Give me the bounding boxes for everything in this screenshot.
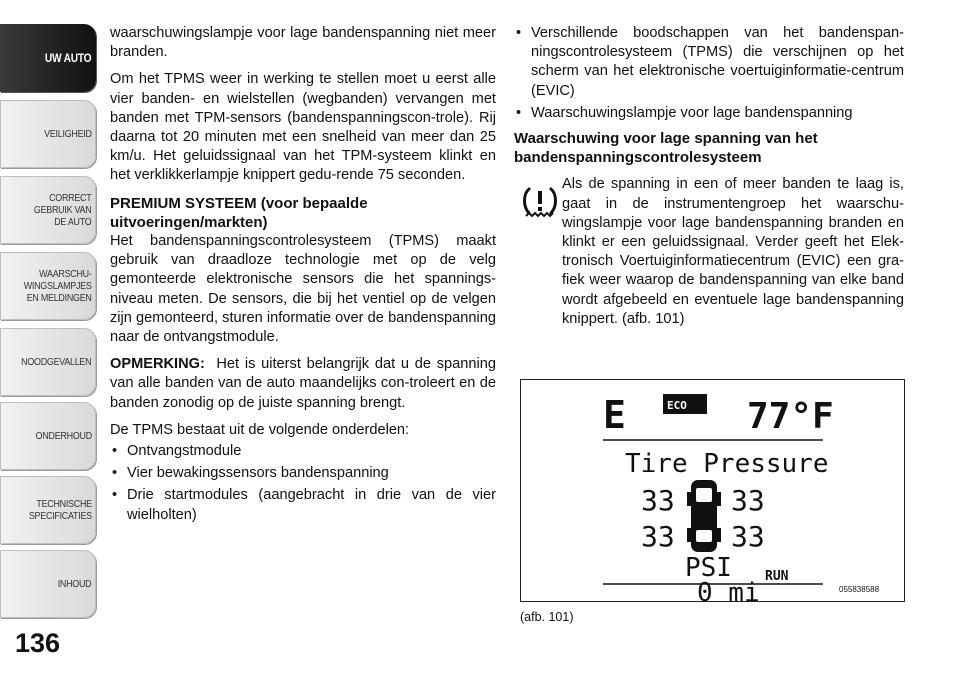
list-item: • Vier bewakingssensors bandenspanning xyxy=(110,464,496,483)
figure-code: 055838588 xyxy=(839,585,880,594)
tab-label: CORRECT GEBRUIK VAN DE AUTO xyxy=(34,192,92,228)
component-list xyxy=(110,442,496,525)
list-item: • Drie startmodules (aangebracht in drie van de vier wielholten) xyxy=(110,486,496,524)
list-item: • Ontvangstmodule xyxy=(110,442,496,461)
tab-label: ONDERHOUD xyxy=(35,430,92,442)
page-number: 136 xyxy=(15,628,61,658)
vehicle-top-view-icon xyxy=(687,480,721,552)
tab-onderhoud[interactable] xyxy=(0,402,96,470)
list-item: • Verschillende boodschappen van het bandenspan-ningscontrolesysteem (TPMS) die verschijnen op het scherm van het elektronische voertuiginformatie-centrum (EVIC) xyxy=(514,24,904,101)
front-left-pressure: 33 xyxy=(641,484,675,517)
tab-label: NOODGEVALLEN xyxy=(21,356,92,368)
warning-block xyxy=(514,175,904,329)
pressure-unit: PSI xyxy=(685,553,732,583)
right-column xyxy=(514,24,904,337)
tab-veiligheid[interactable] xyxy=(0,100,96,168)
section-heading: PREMIUM SYSTEEM (voor bepaalde uitvoeringen/markten) xyxy=(110,194,368,231)
tab-waarschuwingslampjes[interactable] xyxy=(0,252,96,320)
tab-noodgevallen[interactable] xyxy=(0,328,96,396)
compass-heading: E xyxy=(603,393,626,437)
tab-uw-auto[interactable] xyxy=(0,24,96,92)
tab-label: TECHNISCHE SPECIFICATIES xyxy=(28,498,92,522)
tire-pressure-warning-icon xyxy=(520,185,560,219)
list-item: • Waarschuwingslampje voor lage bandenspanning xyxy=(514,104,904,123)
warning-paragraph: Als de spanning in een of meer banden te laag is, gaat in de instrumentengroep het waarschu-wingslampje voor lage bandenspanning branden en klinkt er een geluidssignaal. Verder geeft het Elek-tronisch Voertuiginformatiecentrum (EVIC) een gra-fiek weer waarop de bandenspanning van elke band wordt afgebeeld en eventuele lage bandenspanning knippert. (afb. 101) xyxy=(562,176,904,327)
rear-left-pressure: 33 xyxy=(641,520,675,553)
eco-indicator: ECO xyxy=(667,399,687,412)
evic-display-figure xyxy=(520,379,905,602)
tab-label: UW AUTO xyxy=(45,51,92,65)
tab-technische-specificaties[interactable] xyxy=(0,476,96,544)
tab-label: WAARSCHU- WINGSLAMPJES EN MELDINGEN xyxy=(23,268,92,304)
tab-inhoud[interactable] xyxy=(0,550,96,618)
outside-temperature: 77°F xyxy=(747,396,834,437)
left-column xyxy=(110,24,496,531)
paragraph: De TPMS bestaat uit de volgende onderdelen: xyxy=(110,421,410,438)
paragraph: waarschuwingslampje voor lage bandenspanning niet meer branden. xyxy=(110,25,496,61)
screen-title: Tire Pressure xyxy=(625,449,829,479)
tab-label: INHOUD xyxy=(58,578,92,590)
rear-right-pressure: 33 xyxy=(731,520,765,553)
note-label: OPMERKING: xyxy=(110,356,205,373)
front-right-pressure: 33 xyxy=(731,484,765,517)
tab-correct-gebruik[interactable] xyxy=(0,176,96,244)
odometer: 0 mi xyxy=(697,578,760,601)
evic-display xyxy=(521,380,904,601)
tab-label: VEILIGHEID xyxy=(44,128,92,140)
paragraph: Om het TPMS weer in werking te stellen moet u eerst alle vier banden- en wielstellen (wegbanden) vervangen met banden met TPM-sensors (bandenspanningscon-trole). Rij daarna tot 20 minuten met een snelheid van meer dan 25 km/u. Het geluidssignaal van het TPM-systeem klinkt en het verklikkerlampje knippert gedu-rende 75 seconden. xyxy=(110,71,496,184)
section-heading: Waarschuwing voor lage spanning van het bandenspanningscontrolesysteem xyxy=(514,130,818,167)
note-text: Het is uiterst belangrijk dat u de spanning van alle banden van de auto maandelijks con-troleert en de banden zonodig op de juiste spanning brengt. xyxy=(110,356,496,411)
component-list-continued xyxy=(514,24,904,123)
ignition-mode: RUN xyxy=(765,569,789,584)
figure-caption: (afb. 101) xyxy=(520,610,574,624)
paragraph: Het bandenspanningscontrolesysteem (TPMS) maakt gebruik van draadloze technologie met op de velg gemonteerde elektronische sensors die het spannings-niveau meten. De sensors, die bij het ventiel op de velgen zijn gemonteerd, sturen informatie over de bandenspanning naar de ontvangstmodule. xyxy=(110,233,496,346)
note-paragraph xyxy=(110,355,496,413)
